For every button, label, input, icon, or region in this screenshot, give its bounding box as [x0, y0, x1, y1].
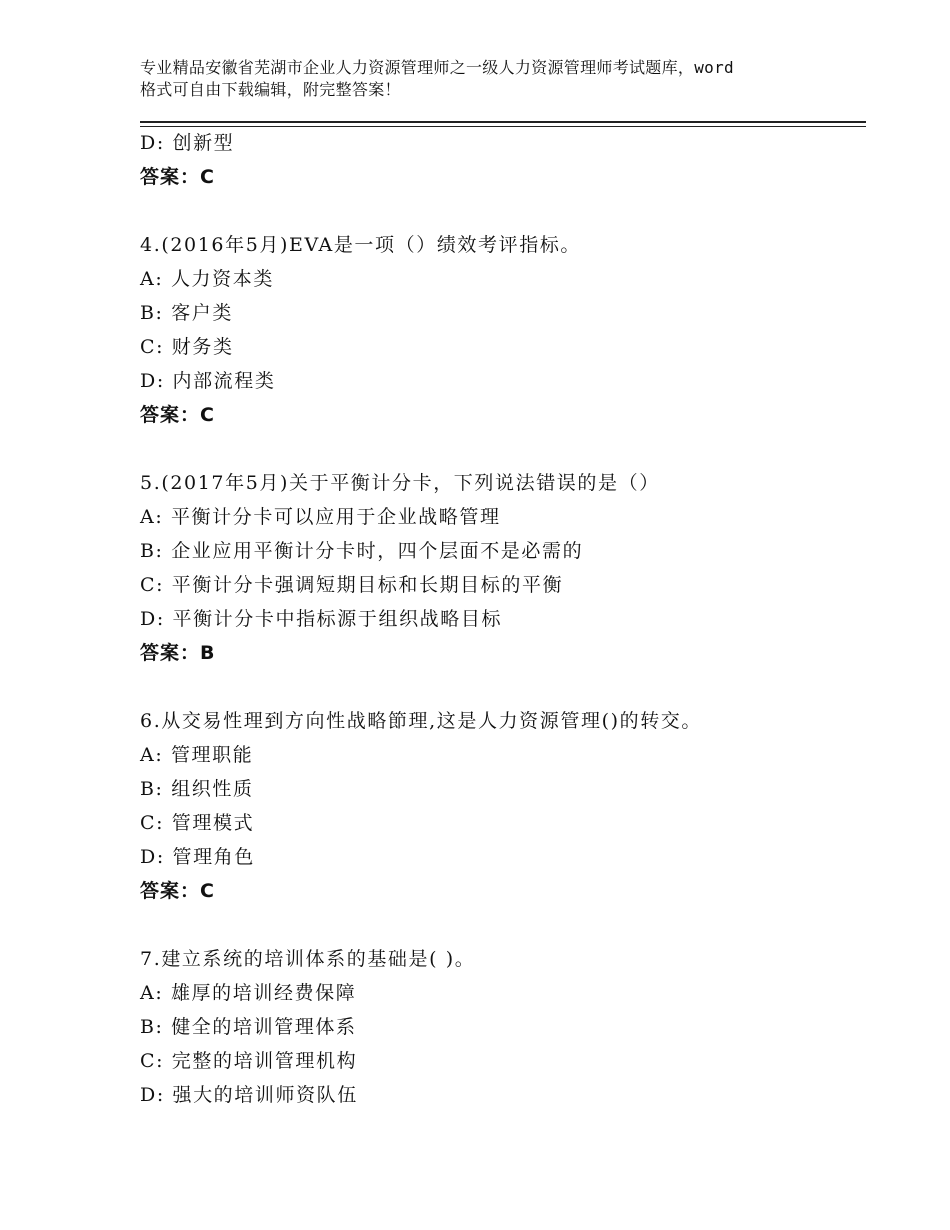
- answer-line: 答案：C: [140, 880, 215, 902]
- previous-question-tail: [140, 126, 866, 194]
- question-6: [140, 704, 866, 908]
- option-b: B: 企业应用平衡计分卡时，四个层面不是必需的: [140, 540, 584, 562]
- question-4: [140, 228, 866, 432]
- question-stem: 7.建立系统的培训体系的基础是( )。: [140, 948, 476, 970]
- question-stem: 6.从交易性理到方向性战略節理,这是人力资源管理()的转交。: [140, 710, 702, 732]
- option-c: C: 管理模式: [140, 812, 255, 834]
- option-b: B: 客户类: [140, 302, 234, 324]
- spacer: [140, 670, 866, 704]
- spacer: [140, 908, 866, 942]
- option-a: A: 平衡计分卡可以应用于企业战略管理: [140, 506, 501, 528]
- option-d: D: 强大的培训师资队伍: [140, 1084, 358, 1106]
- spacer: [140, 432, 866, 466]
- document-header: [140, 57, 830, 101]
- option-a: A: 人力资本类: [140, 268, 274, 290]
- header-divider-thick: [140, 121, 866, 123]
- question-7: [140, 942, 866, 1112]
- question-5: [140, 466, 866, 670]
- option-d: D: 创新型: [140, 132, 235, 154]
- answer-line: 答案：C: [140, 404, 215, 426]
- answer-line: 答案：B: [140, 642, 216, 664]
- option-d: D: 平衡计分卡中指标源于组织战略目标: [140, 608, 503, 630]
- spacer: [140, 194, 866, 228]
- option-a: A: 雄厚的培训经费保障: [140, 982, 357, 1004]
- option-c: C: 平衡计分卡强调短期目标和长期目标的平衡: [140, 574, 564, 596]
- option-a: A: 管理职能: [140, 744, 254, 766]
- header-line-1: 专业精品安徽省芜湖市企业人力资源管理师之一级人力资源管理师考试题库，word: [140, 58, 734, 77]
- question-stem: 5.(2017年5月)关于平衡计分卡，下列说法错误的是（）: [140, 472, 660, 494]
- option-d: D: 内部流程类: [140, 370, 276, 392]
- option-b: B: 健全的培训管理体系: [140, 1016, 357, 1038]
- option-c: C: 完整的培训管理机构: [140, 1050, 358, 1072]
- option-d: D: 管理角色: [140, 846, 255, 868]
- option-b: B: 组织性质: [140, 778, 254, 800]
- header-line-2: 格式可自由下载编辑，附完整答案！: [140, 80, 401, 99]
- question-stem: 4.(2016年5月)EVA是一项（）绩效考评指标。: [140, 234, 582, 256]
- question-content: [140, 126, 866, 1112]
- answer-line: 答案：C: [140, 166, 215, 188]
- option-c: C: 财务类: [140, 336, 234, 358]
